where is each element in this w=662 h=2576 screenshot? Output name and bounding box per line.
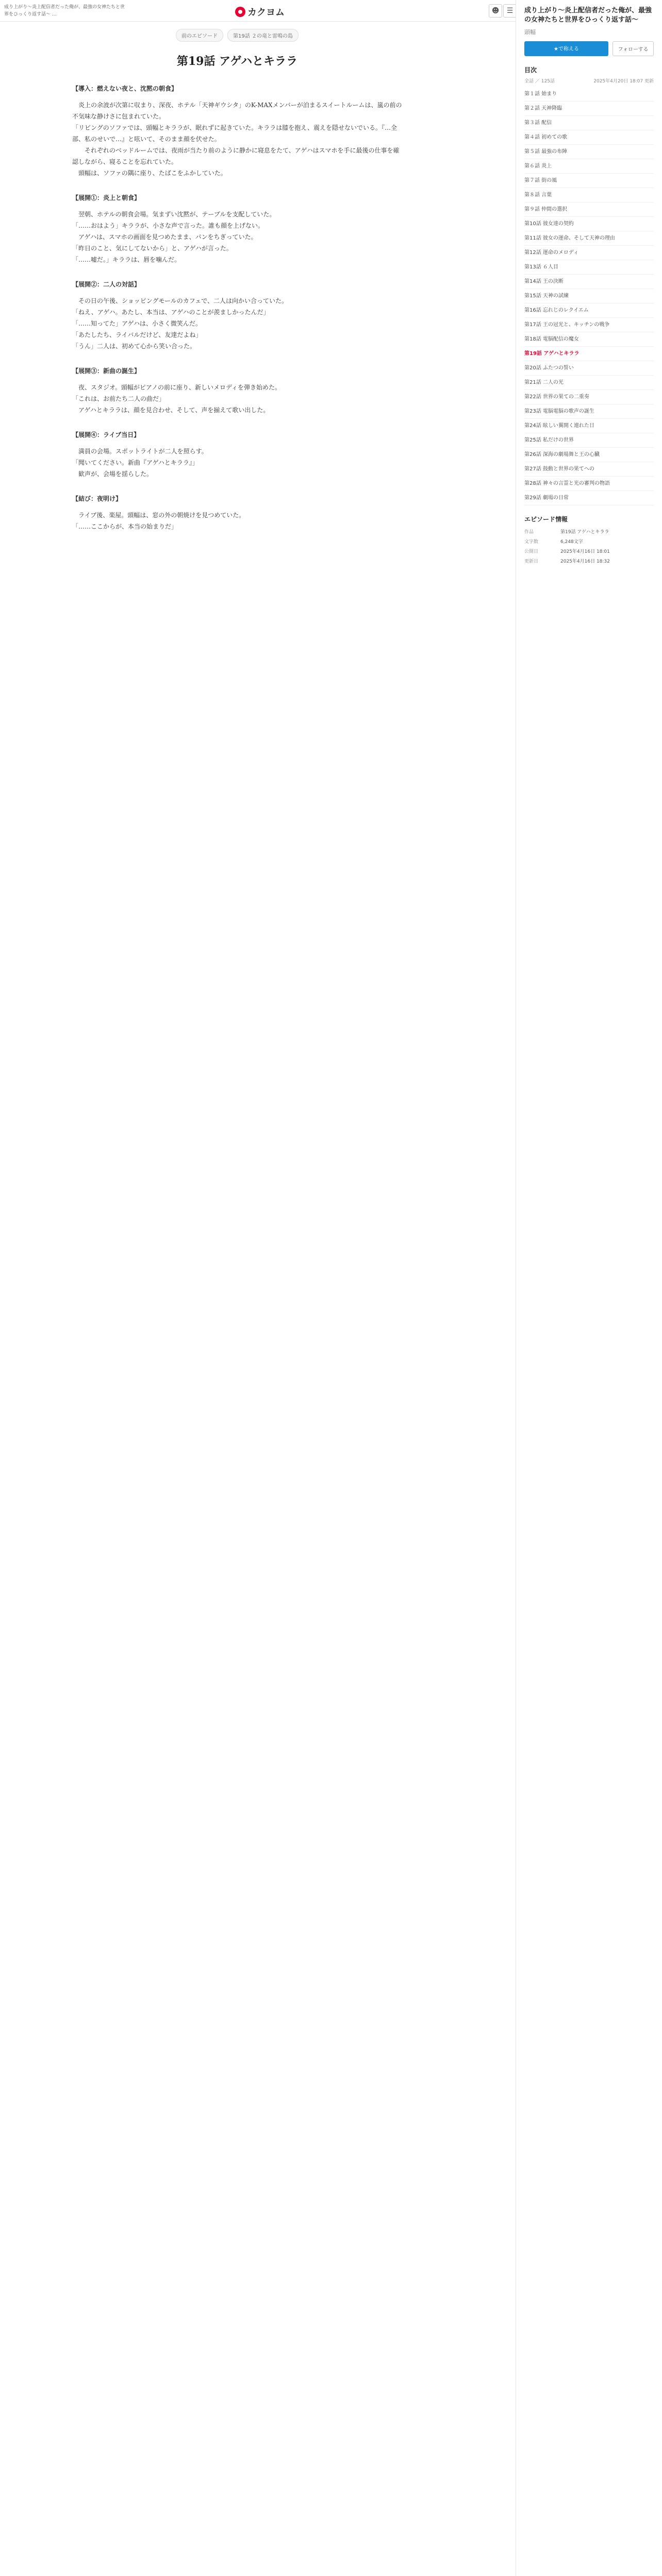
current-episode-label: 第19話 ２の竜と雷鳴の島 — [227, 29, 299, 42]
body-paragraph: 「昨日のこと、気にしてないから」と、アゲハが言った。 — [72, 245, 233, 252]
toc-item[interactable]: 第12話 運命のメロディ — [524, 246, 654, 260]
follow-button[interactable]: フォローする — [613, 41, 654, 56]
toc-item[interactable]: 第９話 仲間の選択 — [524, 202, 654, 217]
section-heading: 【結び：夜明け】 — [72, 495, 122, 502]
info-key: 文字数 — [524, 539, 539, 545]
body-paragraph: その日の午後、ショッピングモールのカフェで、二人は向かい合っていた。 — [72, 297, 288, 304]
toc-item[interactable]: 第３話 配信 — [524, 116, 654, 130]
info-key: 公開日 — [524, 549, 539, 554]
body-paragraph: 夜、スタジオ。頭幅がピアノの前に座り、新しいメロディを弾き始めた。 — [72, 384, 282, 391]
body-paragraph: アゲハは、スマホの画面を見つめたまま、パンをちぎっていた。 — [72, 233, 257, 241]
toc-item[interactable]: 第19話 アゲハとキララ — [524, 347, 654, 361]
episode-info — [524, 527, 654, 566]
episode-body — [72, 83, 402, 532]
info-key: 作品 — [524, 530, 534, 535]
info-key: 更新日 — [524, 559, 539, 564]
body-paragraph: 「……おはよう」キララが、小さな声で言った。誰も顔を上げない。 — [72, 222, 264, 229]
info-row — [524, 527, 654, 536]
toc-item[interactable]: 第２話 天神降臨 — [524, 101, 654, 116]
episode-nav — [155, 29, 320, 42]
review-button[interactable]: ★で称える — [524, 41, 608, 56]
toc-item[interactable]: 第８話 言葉 — [524, 188, 654, 202]
toc-item[interactable]: 第10話 彼女達の契約 — [524, 217, 654, 231]
follow-row — [524, 41, 654, 56]
toc-item[interactable]: 第５話 最強の布陣 — [524, 145, 654, 159]
info-value: 2025年4月16日 18:01 — [560, 549, 610, 554]
episode-title: 第19話 アゲハとキララ — [176, 55, 298, 68]
section-heading: 【展開③：新曲の誕生】 — [72, 367, 141, 375]
body-paragraph: 「リビングのソファでは、頭幅とキララが、眠れずに起きていた。キララは膝を抱え、震えを隠せないでいる。『…全部、私のせいで…』と呟いて、そのまま顔を伏せた。 — [72, 124, 398, 143]
body-paragraph: 翌朝、ホテルの朝食会場。気まずい沈黙が、テーブルを支配していた。 — [72, 211, 276, 218]
logo-text: カクヨム — [247, 7, 285, 18]
toc-item[interactable]: 第25話 私だけの世界 — [524, 433, 654, 448]
toc-item[interactable]: 第４話 初めての歌 — [524, 130, 654, 145]
body-paragraph: 「……知ってた」アゲハは、小さく微笑んだ。 — [72, 320, 202, 327]
work-title[interactable]: 成り上がり〜炎上配信者だった俺が、最強の女神たちと世界をひっくり返す話〜 — [524, 7, 652, 24]
body-paragraph: 「聞いてください。新曲『アゲハとキララ』」 — [72, 459, 198, 466]
info-value: 6,248文字 — [560, 539, 583, 545]
toc-item[interactable]: 第16話 忘れじのレクイエム — [524, 303, 654, 318]
toc-title: 目次 — [524, 66, 537, 74]
body-paragraph: 炎上の余波が次第に収まり、深夜、ホテル「天神ギウシタ」のK-MAXメンバーが泊まるスイートルームは、嵐の前の不気味な静けさに包まれていた。 — [72, 101, 402, 120]
work-sidebar — [516, 0, 662, 2576]
info-value: 2025年4月16日 18:32 — [560, 559, 610, 564]
toc-item[interactable]: 第17話 王の冠光と、キッチンの戦争 — [524, 318, 654, 332]
info-row — [524, 536, 654, 546]
toc-item[interactable]: 第22話 世界の果ての二重奏 — [524, 390, 654, 404]
kakuyomu-logo-icon — [235, 7, 245, 17]
user-icon[interactable]: ☻ — [489, 4, 502, 18]
toc-item[interactable]: 第27話 鼓動と世界の果てへの — [524, 462, 654, 477]
toc-item[interactable]: 第28話 神々の言霊と光の審判の物語 — [524, 477, 654, 491]
toc-item[interactable]: 第18話 電脳配信の魔女 — [524, 332, 654, 347]
toc-item[interactable]: 第１話 始まり — [524, 87, 654, 101]
site-logo[interactable] — [235, 5, 285, 19]
toc-item[interactable]: 第20話 ふたつの誓い — [524, 361, 654, 376]
toc-item[interactable]: 第29話 劇場の日常 — [524, 491, 654, 505]
section-heading: 【展開①：炎上と朝食】 — [72, 194, 141, 201]
body-paragraph: 「うん」二人は、初めて心から笑い合った。 — [72, 343, 196, 350]
body-paragraph: 頭幅は、ソファの隅に座り、たばこをふかしていた。 — [72, 170, 227, 177]
body-paragraph: それぞれのベッドルームでは、夜雨が当たり前のように静かに寝息をたて、アゲハはスマホを手に最後の仕事を確認しながら、寝ることを忘れていた。 — [72, 147, 400, 165]
toc-item[interactable]: 第６話 炎上 — [524, 159, 654, 174]
author-name[interactable]: 頭幅 — [524, 29, 536, 36]
episode-info-title: エピソード情報 — [524, 516, 568, 523]
toc-updated: 2025年4月20日 18:07 更新 — [593, 79, 654, 84]
section-heading: 【導入：燃えない夜と、沈黙の朝食】 — [72, 85, 178, 92]
info-row — [524, 546, 654, 556]
toc-item[interactable]: 第24話 眩しい翼開く連れた日 — [524, 419, 654, 433]
body-paragraph: 歓声が、会場を揺らした。 — [72, 470, 153, 478]
body-paragraph: 「……ここからが、本当の始まりだ」 — [72, 523, 178, 530]
episode-article — [72, 42, 402, 532]
toc-item[interactable]: 第14話 王の決断 — [524, 275, 654, 289]
body-paragraph: 「あたしたち、ライバルだけど、友達だよね」 — [72, 331, 202, 338]
body-paragraph: アゲハとキララは、顔を見合わせ、そして、声を揃えて歌い出した。 — [72, 406, 270, 414]
toc-item[interactable]: 第21話 二人の光 — [524, 376, 654, 390]
breadcrumb[interactable]: 成り上がり〜炎上配信者だった俺が、最強の女神たちと世界をひっくり返す話〜 ... — [4, 5, 125, 17]
body-paragraph: 「これは、お前たち二人の曲だ」 — [72, 395, 166, 402]
body-paragraph: ライブ後、楽屋。頭幅は、窓の外の朝焼けを見つめていた。 — [72, 512, 245, 519]
body-paragraph: 「ねえ、アゲハ。あたし、本当は、アゲハのことが羨ましかったんだ」 — [72, 309, 270, 316]
toc-item[interactable]: 第15話 天神の試練 — [524, 289, 654, 303]
info-value: 第19話 アゲハとキララ — [560, 530, 609, 535]
body-paragraph: 満員の会場。スポットライトが二人を照らす。 — [72, 448, 208, 455]
toc-count: 全話 ／ 125話 — [524, 79, 555, 84]
section-heading: 【展開④：ライブ当日】 — [72, 431, 140, 438]
toc-item[interactable]: 第７話 街の風 — [524, 174, 654, 188]
toc-item[interactable]: 第11話 彼女の運命、そして天神の理由 — [524, 231, 654, 246]
prev-episode-link[interactable]: 前のエピソード — [176, 29, 223, 42]
toc-meta — [524, 77, 654, 84]
info-row — [524, 556, 654, 566]
body-paragraph: 「……嘘だ。」キララは、唇を噛んだ。 — [72, 256, 181, 263]
section-heading: 【展開②：二人の対話】 — [72, 281, 141, 288]
toc-item[interactable]: 第23話 電脳電脳の歌声の誕生 — [524, 404, 654, 419]
table-of-contents — [524, 87, 654, 505]
hamburger-icon[interactable]: ☰ — [503, 4, 517, 18]
toc-item[interactable]: 第26話 深海の劇場舞と王の心臓 — [524, 448, 654, 462]
toc-item[interactable]: 第13話 ６人目 — [524, 260, 654, 275]
